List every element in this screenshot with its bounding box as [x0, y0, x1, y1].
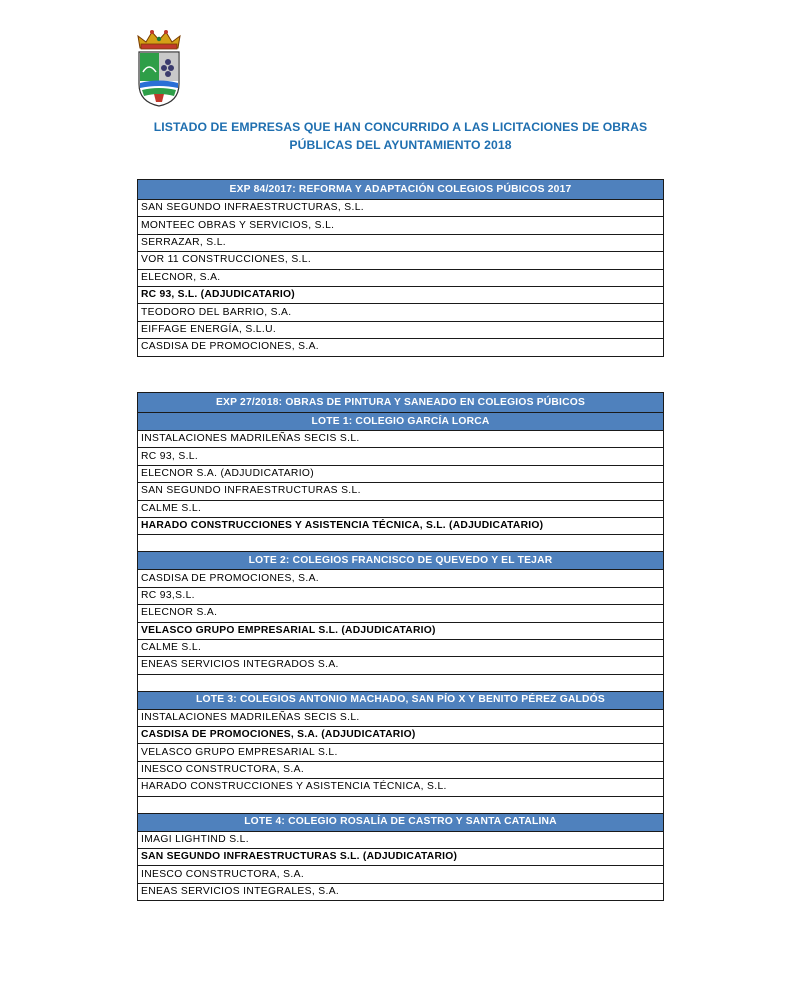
company-cell: SAN SEGUNDO INFRAESTRUCTURAS S.L.: [138, 483, 664, 500]
company-cell: INESCO CONSTRUCTORA, S.A.: [138, 761, 664, 778]
company-cell-awarded: HARADO CONSTRUCCIONES Y ASISTENCIA TÉCNICA, S.L. (ADJUDICATARIO): [138, 517, 664, 534]
company-cell: CASDISA DE PROMOCIONES, S.A.: [138, 339, 664, 356]
company-cell: INESCO CONSTRUCTORA, S.A.: [138, 866, 664, 883]
company-cell: IMAGI LIGHTIND S.L.: [138, 831, 664, 848]
company-cell-awarded: VELASCO GRUPO EMPRESARIAL S.L. (ADJUDICATARIO): [138, 622, 664, 639]
exp-27-2018-table: [137, 392, 664, 901]
company-cell: VOR 11 CONSTRUCCIONES, S.L.: [138, 252, 664, 269]
company-cell: SAN SEGUNDO INFRAESTRUCTURAS, S.L.: [138, 200, 664, 217]
company-cell: INSTALACIONES MADRILEÑAS SECIS S.L.: [138, 431, 664, 448]
company-cell: ENEAS SERVICIOS INTEGRADOS S.A.: [138, 657, 664, 674]
company-cell: ELECNOR S.A. (ADJUDICATARIO): [138, 465, 664, 482]
lote-3-header: LOTE 3: COLEGIOS ANTONIO MACHADO, SAN PÍO X Y BENITO PÉREZ GALDÓS: [138, 691, 664, 709]
title-line-2: PÚBLICAS DEL AYUNTAMIENTO 2018: [289, 138, 512, 152]
company-cell: RC 93,S.L.: [138, 587, 664, 604]
company-cell: HARADO CONSTRUCCIONES Y ASISTENCIA TÉCNICA, S.L.: [138, 779, 664, 796]
company-cell-awarded: SAN SEGUNDO INFRAESTRUCTURAS S.L. (ADJUDICATARIO): [138, 849, 664, 866]
company-cell: RC 93, S.L.: [138, 448, 664, 465]
company-cell: VELASCO GRUPO EMPRESARIAL S.L.: [138, 744, 664, 761]
company-cell: CALME S.L.: [138, 500, 664, 517]
company-cell: MONTEEC OBRAS Y SERVICIOS, S.L.: [138, 217, 664, 234]
municipal-crest-icon: [134, 28, 184, 108]
company-cell: INSTALACIONES MADRILEÑAS SECIS S.L.: [138, 709, 664, 726]
company-cell: ELECNOR, S.A.: [138, 269, 664, 286]
company-cell-awarded: RC 93, S.L. (ADJUDICATARIO): [138, 286, 664, 303]
lote-1-header: LOTE 1: COLEGIO GARCÍA LORCA: [138, 413, 664, 431]
company-cell: CASDISA DE PROMOCIONES, S.A.: [138, 570, 664, 587]
empty-row: [138, 535, 664, 552]
company-cell: ENEAS SERVICIOS INTEGRALES, S.A.: [138, 883, 664, 900]
page-title: [137, 118, 664, 154]
company-cell: ELECNOR S.A.: [138, 605, 664, 622]
title-line-1: LISTADO DE EMPRESAS QUE HAN CONCURRIDO A LAS LICITACIONES DE OBRAS: [153, 120, 648, 134]
lote-4-header: LOTE 4: COLEGIO ROSALÍA DE CASTRO Y SANTA CATALINA: [138, 813, 664, 831]
company-cell: SERRAZAR, S.L.: [138, 234, 664, 251]
company-cell: CALME S.L.: [138, 639, 664, 656]
empty-row: [138, 674, 664, 691]
company-cell-awarded: CASDISA DE PROMOCIONES, S.A. (ADJUDICATARIO): [138, 727, 664, 744]
company-cell: TEODORO DEL BARRIO, S.A.: [138, 304, 664, 321]
exp-84-2017-table: [137, 179, 664, 357]
lote-2-header: LOTE 2: COLEGIOS FRANCISCO DE QUEVEDO Y EL TEJAR: [138, 552, 664, 570]
exp-header: EXP 84/2017: REFORMA Y ADAPTACIÓN COLEGIOS PÚBICOS 2017: [138, 180, 664, 200]
company-cell: EIFFAGE ENERGÍA, S.L.U.: [138, 321, 664, 338]
empty-row: [138, 796, 664, 813]
exp-header: EXP 27/2018: OBRAS DE PINTURA Y SANEADO EN COLEGIOS PÚBICOS: [138, 393, 664, 413]
